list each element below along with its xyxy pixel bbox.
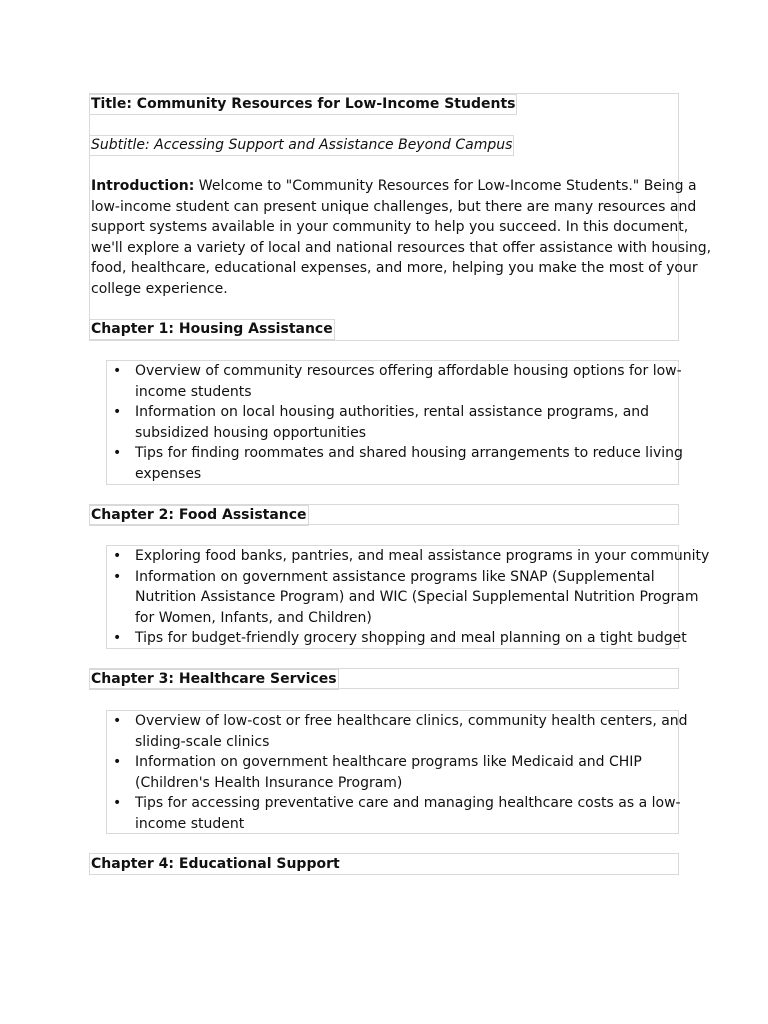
introduction-line: low-income student can present unique challenges, but there are many resources and [91,198,697,215]
chapter-4-heading [91,854,340,875]
list-item-line: subsidized housing opportunities [135,424,367,441]
list-item-line: • Tips for accessing preventative care and managing healthcare costs as a low- [135,795,681,812]
chapter-2-heading-text: Chapter 2: Food Assistance [91,507,307,523]
introduction-label: Introduction: [91,178,195,194]
list-item-line: sliding-scale clinics [135,733,270,750]
list-item [107,361,683,402]
list-item [107,402,683,443]
chapter-1-bullet-list [107,361,683,485]
list-item [107,793,688,834]
list-item-line: • Overview of community resources offering affordable housing options for low- [135,363,682,379]
chapter-2-heading [91,505,309,526]
document-title [91,94,517,115]
list-item-line: • Overview of low-cost or free healthcare clinics, community health centers, and [135,713,688,729]
list-item-line: (Children's Health Insurance Program) [135,774,403,791]
list-item-line: • Tips for finding roommates and shared housing arrangements to reduce living [135,445,683,462]
list-item-line: • Exploring food banks, pantries, and meal assistance programs in your community [135,548,710,564]
list-item [107,567,709,629]
chapter-3-heading-text: Chapter 3: Healthcare Services [91,671,337,687]
list-item-line: for Women, Infants, and Children) [135,609,372,626]
list-item-line: income student [135,815,245,832]
list-item-line: • Information on government healthcare programs like Medicaid and CHIP [135,754,642,771]
list-item-line: income students [135,383,252,400]
list-item-line: expenses [135,465,202,482]
chapter-3-bullet-list [107,711,688,835]
introduction-line: support systems available in your community to help you succeed. In this document, [91,219,689,236]
introduction-line: food, healthcare, educational expenses, and more, helping you make the most of your [91,260,698,277]
introduction-line: college experience. [91,280,228,297]
chapter-4-heading-text: Chapter 4: Educational Support [91,856,340,872]
list-item [107,628,709,649]
document-subtitle-text: Subtitle: Accessing Support and Assistance Beyond Campus [91,137,513,153]
document-subtitle [91,135,514,156]
introduction-line: Welcome to "Community Resources for Low-Income Students." Being a [194,178,697,194]
chapter-1-heading-text: Chapter 1: Housing Assistance [91,321,333,337]
chapter-3-heading [91,669,339,690]
introduction-line: we'll explore a variety of local and national resources that offer assistance with housing, [91,239,712,256]
list-item [107,752,688,793]
list-item-line: • Tips for budget-friendly grocery shopping and meal planning on a tight budget [135,630,687,647]
list-item [107,711,688,752]
introduction-paragraph [91,176,711,300]
chapter-1-heading [91,319,335,340]
chapter-2-bullet-list [107,546,709,649]
document-title-text: Title: Community Resources for Low-Income Students [91,96,516,112]
list-item-line: • Information on government assistance programs like SNAP (Supplemental [135,568,655,585]
list-item-line: Nutrition Assistance Program) and WIC (Special Supplemental Nutrition Program [135,589,699,606]
list-item-line: • Information on local housing authorities, rental assistance programs, and [135,404,650,421]
list-item [107,443,683,484]
list-item [107,546,709,567]
